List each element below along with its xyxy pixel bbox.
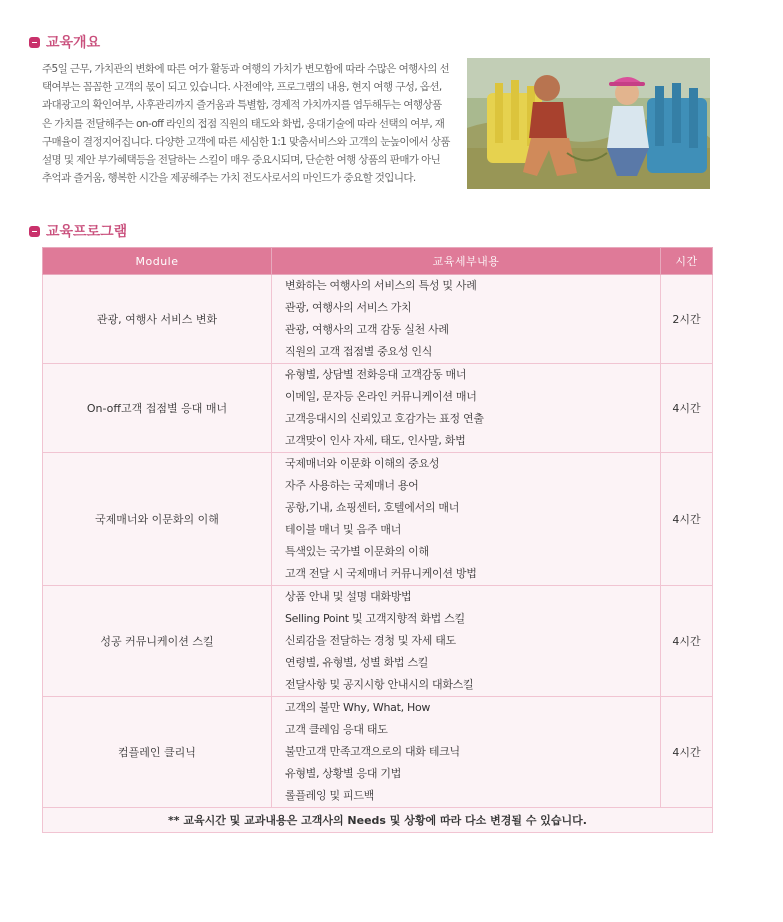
module-cell: On-off고객 접점별 응대 매너	[43, 364, 272, 453]
travelers-photo-illustration	[467, 58, 710, 189]
table-note-row	[43, 808, 713, 833]
table-header-row	[43, 248, 713, 275]
overview-heading	[29, 32, 100, 52]
detail-cell	[272, 453, 661, 586]
detail-cell	[272, 364, 661, 453]
hours-cell: 4시간	[661, 586, 713, 697]
detail-item: 불만고객 만족고객으로의 대화 테크닉	[285, 745, 460, 758]
detail-item: 이메일, 문자등 온라인 커뮤니케이션 매너	[285, 390, 477, 403]
table-row	[43, 453, 713, 586]
detail-cell	[272, 697, 661, 808]
table-note: ** 교육시간 및 교과내용은 고객사의 Needs 및 상황에 따라 다소 변경될 수 있습니다.	[43, 808, 713, 833]
header-module: Module	[43, 248, 272, 275]
detail-item: 고객의 불만 Why, What, How	[285, 701, 431, 714]
table-row	[43, 697, 713, 808]
detail-item: 관광, 여행사의 고객 감동 실천 사례	[285, 323, 449, 336]
module-cell: 국제매너와 이문화의 이해	[43, 453, 272, 586]
overview-text: 주5일 근무, 가치관의 변화에 따른 여가 활동과 여행의 가치가 변모함에 따라 수많은 여행사의 선택여부는 꼼꼼한 고객의 몫이 되고 있습니다. 사전예약, 프로그램의 내용, 현지 여행 구성, 옵션, 과대광고의 확인여부, 사후관리까지 즐거움과 특별함, 경제적 가치까지를 염두해두는 여행상품은 가치를 전달해주는 on-off 라인의 접점 직원의 태도와 화법, 응대기술에 따라 선택의 여부, 재구매율이 결정지어집니다. 다양한 고객에 따른 세심한 1:1 맞춤서비스와 고객의 눈높이에서 상품설명 및 제안 부가혜택등을 전달하는 스킬이 매우 중요시되며, 단순한 여행 상품의 판매가 아닌 추억과 즐거움, 행복한 시간을 제공해주는 가치 전도사로서의 마인드가 중요할 것입니다.	[42, 63, 450, 185]
detail-cell	[272, 275, 661, 364]
heading-bullet-icon	[29, 37, 40, 48]
detail-cell	[272, 586, 661, 697]
detail-item: 고객응대시의 신뢰있고 호감가는 표정 연출	[285, 412, 484, 425]
detail-item: 관광, 여행사의 서비스 가치	[285, 301, 412, 314]
detail-item: 신뢰감을 전달하는 경청 및 자세 태도	[285, 634, 456, 647]
detail-item: 유형별, 상담별 전화응대 고객감동 매너	[285, 368, 467, 381]
program-table	[42, 247, 713, 833]
header-detail: 교육세부내용	[272, 248, 661, 275]
hours-cell: 4시간	[661, 697, 713, 808]
table-row	[43, 586, 713, 697]
table-row	[43, 275, 713, 364]
program-title: 교육프로그램	[46, 224, 128, 240]
detail-item: 고객맞이 인사 자세, 태도, 인사말, 화법	[285, 434, 466, 447]
header-hours: 시간	[661, 248, 713, 275]
program-heading	[29, 221, 127, 241]
overview-title: 교육개요	[46, 35, 101, 51]
detail-item: 유형별, 상황별 응대 기법	[285, 767, 402, 780]
detail-item: 연령별, 유형별, 성별 화법 스킬	[285, 656, 429, 669]
heading-bullet-icon	[29, 226, 40, 237]
detail-item: 특색있는 국가별 이문화의 이해	[285, 545, 429, 558]
hours-cell: 4시간	[661, 453, 713, 586]
table-row	[43, 364, 713, 453]
detail-item: Selling Point 및 고객지향적 화법 스킬	[285, 612, 465, 625]
detail-item: 롤플레잉 및 피드백	[285, 789, 375, 802]
detail-item: 상품 안내 및 설명 대화방법	[285, 590, 412, 603]
hours-cell: 4시간	[661, 364, 713, 453]
detail-item: 전달사항 및 공지시항 안내시의 대화스킬	[285, 678, 474, 691]
detail-item: 고객 클레임 응대 태도	[285, 723, 388, 736]
detail-item: 변화하는 여행사의 서비스의 특성 및 사례	[285, 279, 477, 292]
module-cell: 관광, 여행사 서비스 변화	[43, 275, 272, 364]
detail-item: 자주 사용하는 국제매너 용어	[285, 479, 419, 492]
detail-item: 국제매너와 이문화 이해의 중요성	[285, 457, 440, 470]
detail-item: 고객 전달 시 국제매너 커뮤니케이션 방법	[285, 567, 477, 580]
detail-item: 테이블 매너 및 음주 매너	[285, 523, 402, 536]
hours-cell: 2시간	[661, 275, 713, 364]
detail-item: 직원의 고객 접점별 중요성 인식	[285, 345, 433, 358]
travelers-photo	[467, 58, 710, 189]
module-cell: 성공 커뮤니케이션 스킬	[43, 586, 272, 697]
detail-item: 공항,기내, 쇼핑센터, 호텔에서의 매너	[285, 501, 460, 514]
module-cell: 컴플레인 클리닉	[43, 697, 272, 808]
